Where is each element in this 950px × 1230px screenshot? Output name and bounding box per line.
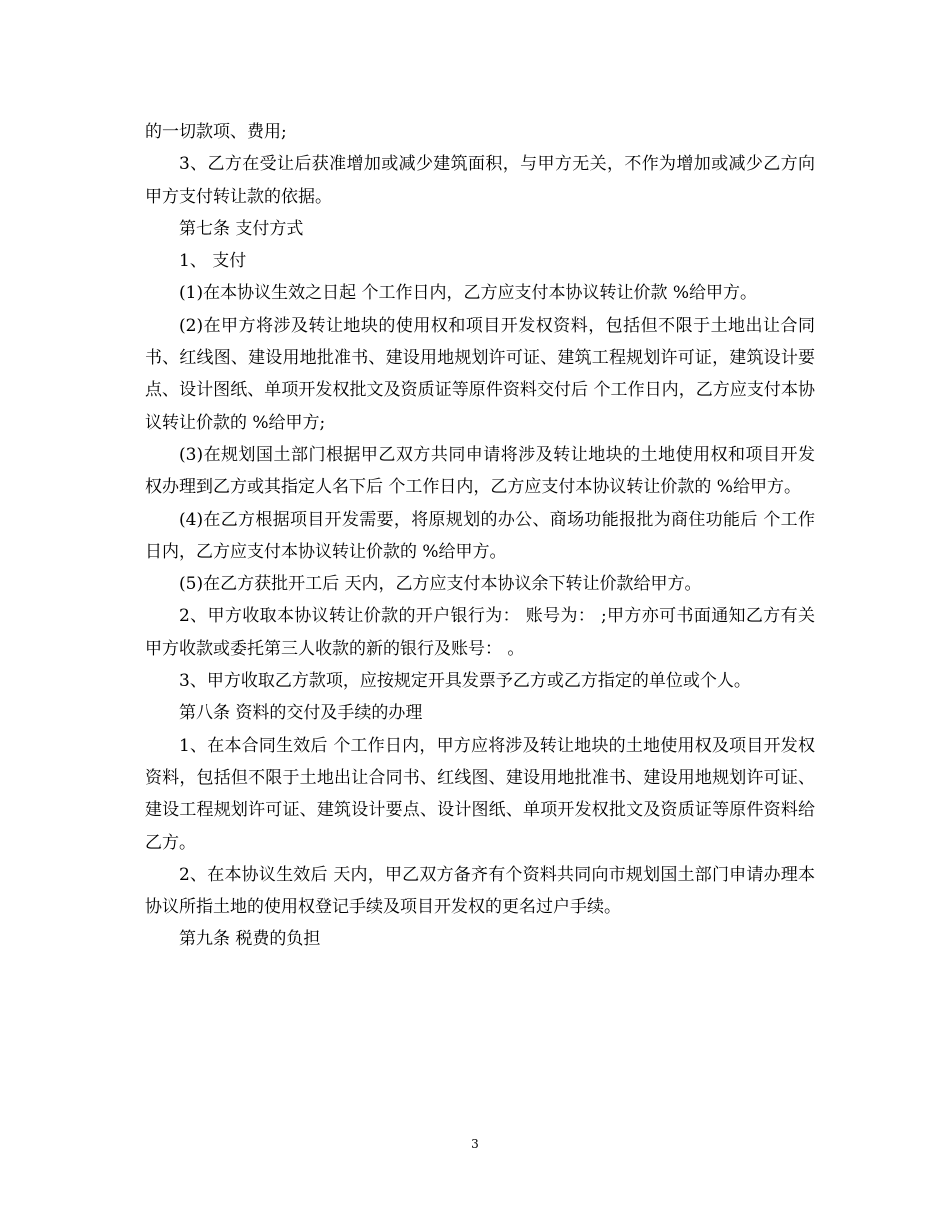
paragraph: (3)在规划国土部门根据甲乙双方共同申请将涉及转让地块的土地使用权和项目开发权办理到乙方或其指定人名下后 个工作日内，乙方应支付本协议转让价款的 %给甲方。 [145,444,815,498]
paragraph: (4)在乙方根据项目开发需要，将原规划的办公、商场功能报批为商住功能后 个工作日内，乙方应支付本协议转让价款的 %给甲方。 [145,509,815,562]
section-heading: 第七条 支付方式 [179,218,304,239]
paragraph: (5)在乙方获批开工后 天内，乙方应支付本协议余下转让价款给甲方。 [179,574,702,595]
paragraph: 2、甲方收取本协议转让价款的开户银行为： 账号为： ;甲方亦可书面通知乙方有关甲方收款或委托第三人收款的新的银行及账号： 。 [145,606,815,659]
paragraph: (1)在本协议生效之日起 个工作日内，乙方应支付本协议转让价款 %给甲方。 [179,283,758,304]
section-heading: 第八条 资料的交付及手续的办理 [179,703,423,724]
paragraph: 2、在本协议生效后 天内，甲乙双方备齐有个资料共同向市规划国土部门申请办理本协议所指土地的使用权登记手续及项目开发权的更名过户手续。 [145,864,815,918]
paragraph: 的一切款项、费用; [145,122,287,142]
section-heading: 第九条 税费的负担 [179,929,321,950]
paragraph: 1、在本合同生效后 个工作日内，甲方应将涉及转让地块的土地使用权及项目开发权资料，包括但不限于土地出让合同书、红线图、建设用地批准书、建设用地规划许可证、建设工程规划许可证、建筑设计要点、设计图纸、单项开发权批文及资质证等原件资料给乙方。 [145,735,815,853]
paragraph: (2)在甲方将涉及转让地块的使用权和项目开发权资料，包括但不限于土地出让合同书、红线图、建设用地批准书、建设用地规划许可证、建筑工程规划许可证，建筑设计要点、设计图纸、单项开发权批文及资质证等原件资料交付后 个工作日内，乙方应支付本协议转让价款的 %给甲方; [145,315,815,433]
paragraph: 3、乙方在受让后获准增加或减少建筑面积，与甲方无关，不作为增加或减少乙方向甲方支付转让款的依据。 [145,154,815,207]
subsection-heading: 1、 支付 [179,251,247,272]
document-body [145,116,815,956]
paragraph: 3、甲方收取乙方款项，应按规定开具发票予乙方或乙方指定的单位或个人。 [179,671,751,692]
page-number: 3 [471,1137,479,1151]
